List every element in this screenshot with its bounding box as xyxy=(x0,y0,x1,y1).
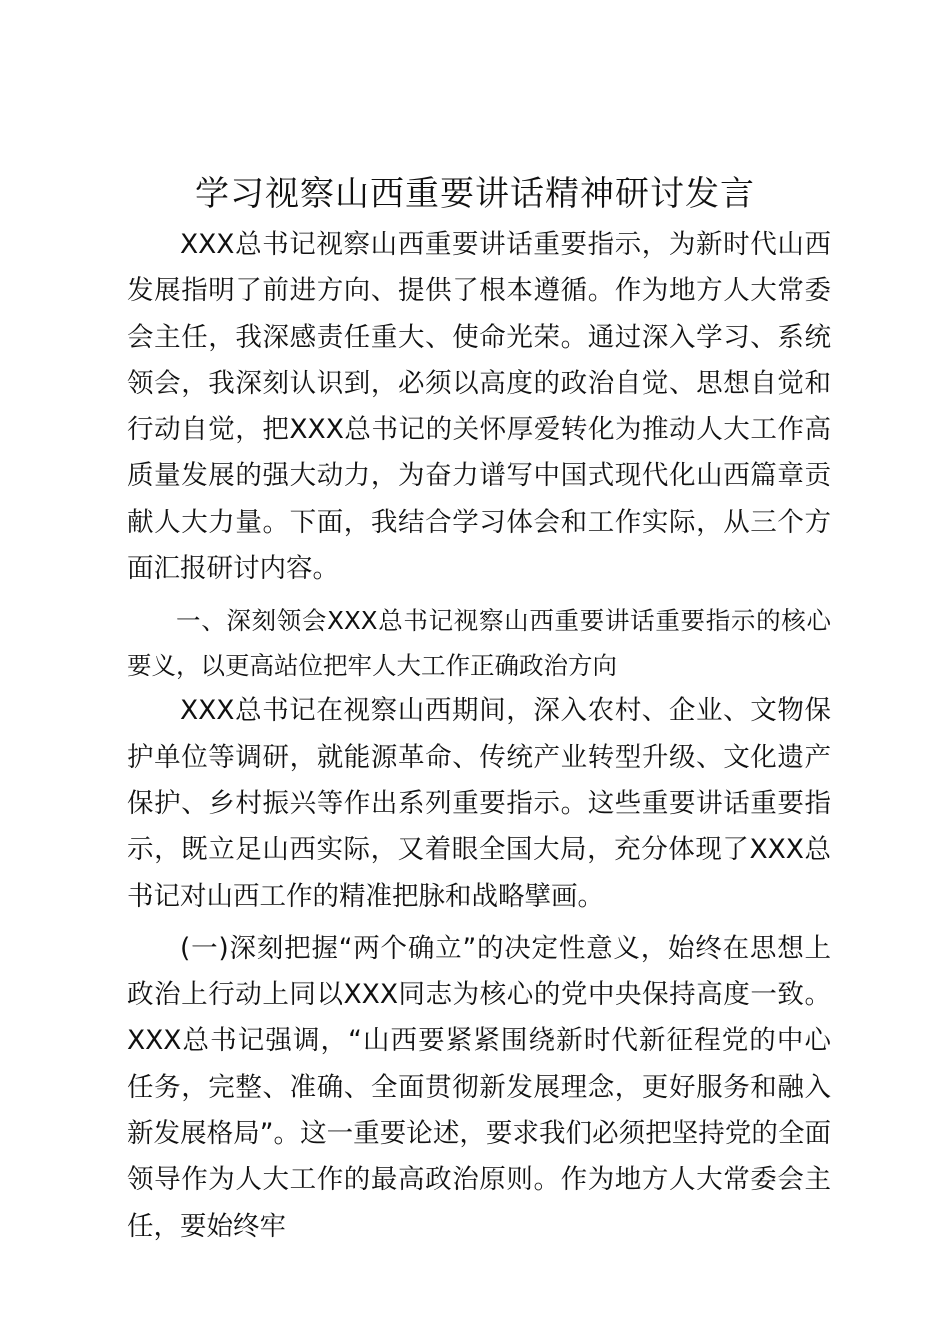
section-paragraph-1: XXX总书记在视察山西期间，深入农村、企业、文物保护单位等调研，就能源革命、传统产业转型升级、文化遗产保护、乡村振兴等作出系列重要指示。这些重要讲话重要指示，既立足山西实际，又着眼全国大局，充分体现了XXX总书记对山西工作的精准把脉和战略擘画。 xyxy=(127,695,831,912)
section-heading-1: 一、深刻领会XXX总书记视察山西重要讲话重要指示的核心要义，以更高站位把牢人大工作正确政治方向 xyxy=(127,606,831,681)
intro-paragraph: XXX总书记视察山西重要讲话重要指示，为新时代山西发展指明了前进方向、提供了根本遵循。作为地方人大常委会主任，我深感责任重大、使命光荣。通过深入学习、系统领会，我深刻认识到，必须以高度的政治自觉、思想自觉和行动自觉，把XXX总书记的关怀厚爱转化为推动人大工作高质量发展的强大动力，为奋力谱写中国式现代化山西篇章贡献人大力量。下面，我结合学习体会和工作实际，从三个方面汇报研讨内容。 xyxy=(127,229,831,585)
document-body xyxy=(127,222,831,1250)
subsection-paragraph-1: (一)深刻把握“两个确立”的决定性意义，始终在思想上政治上行动上同以XXX同志为核心的党中央保持高度一致。XXX总书记强调，“山西要紧紧围绕新时代新征程党的中心任务，完整、准确、全面贯彻新发展理念，更好服务和融入新发展格局”。这一重要论述，要求我们必须把坚持党的全面领导作为人大工作的最高政治原则。作为地方人大常委会主任，要始终牢 xyxy=(127,932,831,1242)
document-title: 学习视察山西重要讲话精神研讨发言 xyxy=(195,174,755,214)
